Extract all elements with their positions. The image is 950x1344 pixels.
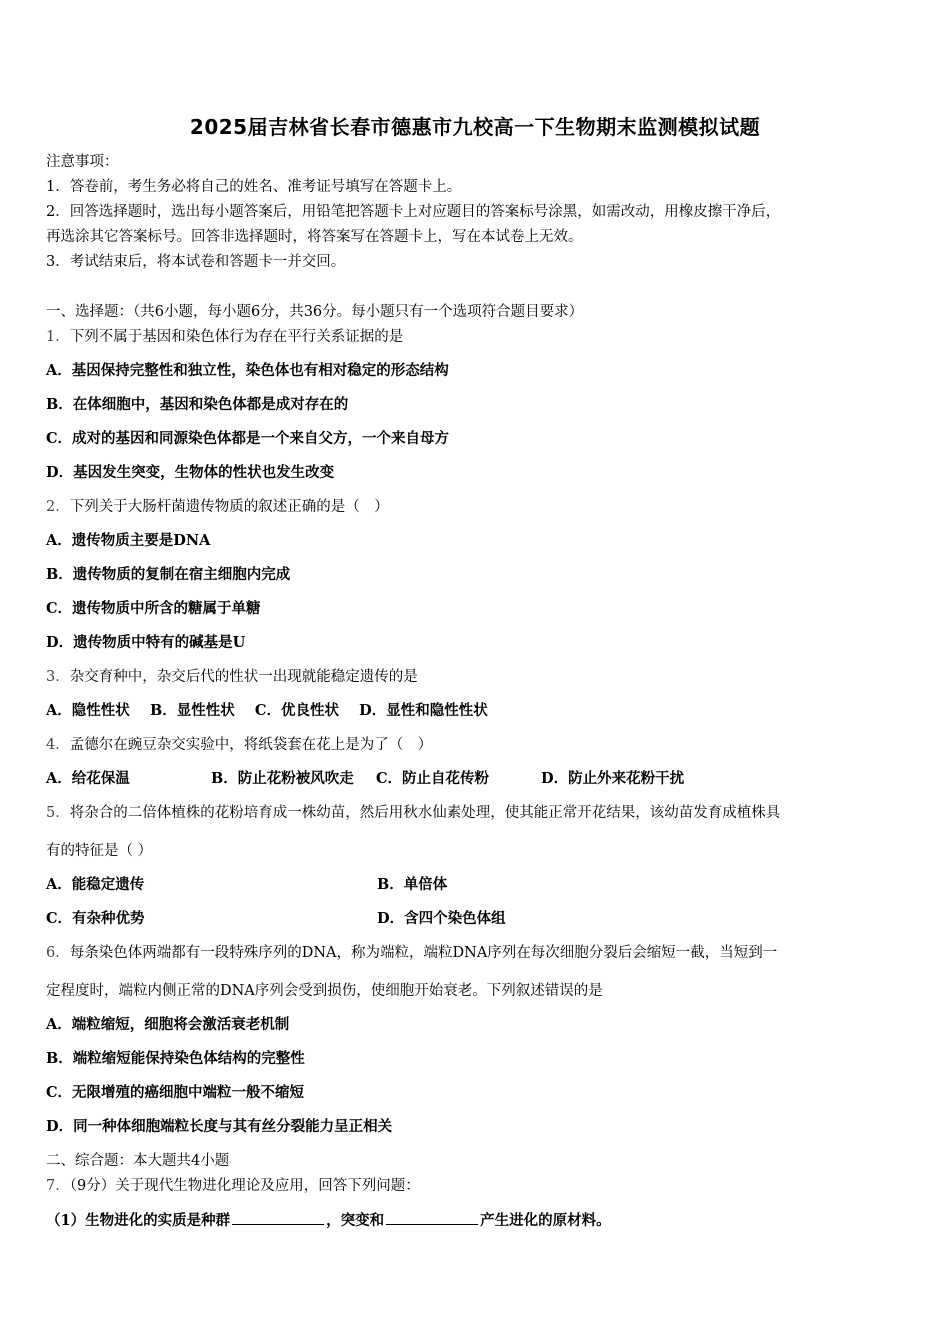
- question-stem: [46, 803, 780, 823]
- page-title: 2025届吉林省长春市德惠市九校高一下生物期末监测模拟试题: [189, 115, 761, 139]
- option: D．基因发生突变，生物体的性状也发生改变: [46, 464, 335, 481]
- question-text: 孟德尔在豌豆杂交实验中，将纸袋套在花上是为了（ ）: [69, 737, 433, 753]
- answer-blank[interactable]: [232, 1210, 324, 1225]
- question-number: 2．: [46, 499, 70, 515]
- answer-blank[interactable]: [386, 1210, 478, 1225]
- question-number: 1．: [46, 329, 70, 345]
- option: C．遗传物质中所含的糖属于单糖: [46, 600, 261, 617]
- question-text: （9分）关于现代生物进化理论及应用，回答下列问题：: [69, 1178, 420, 1194]
- option-row: [46, 701, 488, 721]
- question-stem: [46, 943, 777, 963]
- question-stem: [46, 497, 389, 517]
- option: A．端粒缩短，细胞将会激活衰老机制: [46, 1016, 290, 1033]
- question-number: 7．: [46, 1178, 70, 1194]
- option: C．有杂种优势: [46, 910, 145, 927]
- option: A．基因保持完整性和独立性，染色体也有相对稳定的形态结构: [46, 362, 449, 379]
- notice-item: 3．考试结束后，将本试卷和答题卡一并交回。: [46, 254, 346, 270]
- option: B．防止花粉被风吹走: [211, 770, 354, 787]
- option: D．遗传物质中特有的碱基是U: [46, 634, 246, 651]
- option: B．显性性状: [149, 702, 235, 719]
- question-number: 6．: [46, 945, 70, 961]
- question-text: 有的特征是（ ）: [46, 843, 153, 859]
- question-number: 3．: [46, 669, 70, 685]
- sub-question-text: 产生进化的原材料。: [480, 1212, 611, 1229]
- option: C．无限增殖的癌细胞中端粒一般不缩短: [46, 1084, 305, 1101]
- section-heading: 一、选择题：（共6小题，每小题6分，共36分。每小题只有一个选项符合题目要求）: [46, 304, 584, 320]
- question-text: 下列关于大肠杆菌遗传物质的叙述正确的是（ ）: [69, 499, 389, 515]
- option: A．能稳定遗传: [46, 876, 145, 893]
- question-stem: [46, 327, 403, 347]
- option: B．端粒缩短能保持染色体结构的完整性: [46, 1050, 305, 1067]
- question-stem: [46, 735, 432, 755]
- notice-item: 2．回答选择题时，选出每小题答案后，用铅笔把答题卡上对应题目的答案标号涂黑，如需改动，用橡皮擦干净后，: [46, 204, 781, 220]
- option: C．成对的基因和同源染色体都是一个来自父方，一个来自母方: [46, 430, 450, 447]
- question-number: 5．: [46, 805, 70, 821]
- option: D．防止外来花粉干扰: [541, 770, 685, 787]
- sub-question: [46, 1210, 611, 1231]
- option: D．同一种体细胞端粒长度与其有丝分裂能力呈正相关: [46, 1118, 393, 1135]
- option: B．遗传物质的复制在宿主细胞内完成: [46, 566, 291, 583]
- option: D．显性和隐性性状: [359, 702, 488, 719]
- option: A．给花保温: [46, 770, 130, 787]
- sub-question-text: （1）生物进化的实质是种群: [46, 1212, 231, 1229]
- notice-item: 再选涂其它答案标号。回答非选择题时，将答案写在答题卡上，写在本试卷上无效。: [46, 229, 583, 245]
- section-heading: 二、综合题：本大题共4小题: [46, 1153, 230, 1169]
- question-text: 杂交育种中，杂交后代的性状一出现就能稳定遗传的是: [69, 669, 418, 685]
- option: C．优良性状: [254, 702, 339, 719]
- question-number: 4．: [46, 737, 70, 753]
- question-text: 每条染色体两端都有一段特殊序列的DNA，称为端粒，端粒DNA序列在每次细胞分裂后会缩短一截，当短到一: [69, 945, 778, 961]
- option: B．单倍体: [377, 876, 448, 893]
- notice-heading: 注意事项：: [46, 154, 119, 170]
- option: A．遗传物质主要是DNA: [46, 532, 211, 549]
- sub-question-text: ，突变和: [326, 1212, 385, 1229]
- option: A．隐性性状: [46, 702, 130, 719]
- option: C．防止自花传粉: [376, 770, 490, 787]
- question-stem: [46, 667, 418, 687]
- question-text: 定程度时，端粒内侧正常的DNA序列会受到损伤，使细胞开始衰老。下列叙述错误的是: [46, 983, 603, 999]
- question-text: 下列不属于基因和染色体行为存在平行关系证据的是: [69, 329, 404, 345]
- option: D．含四个染色体组: [377, 910, 506, 927]
- question-stem: [46, 1176, 420, 1196]
- question-text: 将杂合的二倍体植株的花粉培育成一株幼苗，然后用秋水仙素处理，使其能正常开花结果，该幼苗发育成植株具: [69, 805, 781, 821]
- notice-item: 1．答卷前，考生务必将自己的姓名、准考证号填写在答题卡上。: [46, 179, 462, 195]
- option: B．在体细胞中，基因和染色体都是成对存在的: [46, 396, 349, 413]
